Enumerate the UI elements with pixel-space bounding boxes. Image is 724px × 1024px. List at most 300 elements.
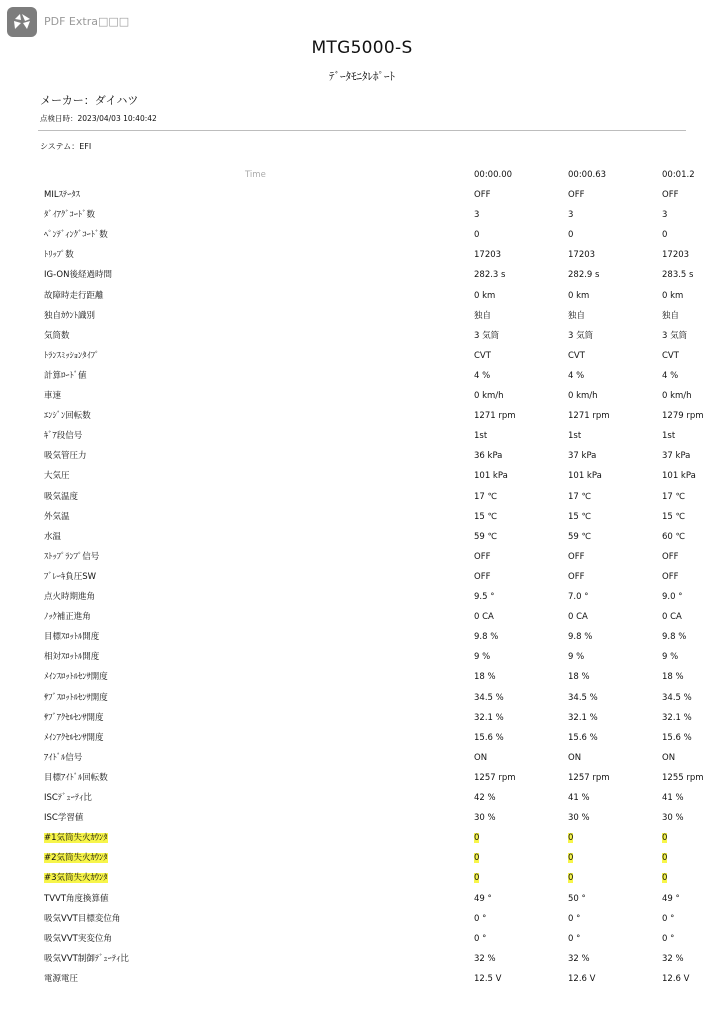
value-text: 0 CA xyxy=(568,612,588,623)
parameter-label: 車速 xyxy=(44,391,62,401)
parameter-label: ﾄﾘｯﾌﾟ数 xyxy=(44,250,74,261)
parameter-name xyxy=(44,427,424,445)
value-cell-3 xyxy=(662,970,724,986)
value-cell-2 xyxy=(568,849,658,867)
table-row xyxy=(0,387,724,405)
value-cell-1 xyxy=(474,648,564,666)
value-cell-1 xyxy=(474,749,564,767)
value-text: CVT xyxy=(474,350,491,361)
value-text: 101 kPa xyxy=(474,471,508,482)
value-cell-3 xyxy=(662,668,724,686)
table-row xyxy=(0,447,724,465)
value-cell-3 xyxy=(662,548,724,566)
table-row xyxy=(0,910,724,928)
value-text: 0 ° xyxy=(474,913,487,924)
value-cell-1 xyxy=(474,588,564,606)
value-cell-3 xyxy=(662,488,724,506)
value-text: 32 % xyxy=(662,953,684,964)
value-text: 1271 rpm xyxy=(474,411,516,422)
value-text: 18 % xyxy=(568,672,590,683)
value-cell-2 xyxy=(568,307,658,325)
table-row xyxy=(0,206,724,224)
value-text: 0 xyxy=(474,873,480,884)
value-cell-3 xyxy=(662,226,724,244)
table-row xyxy=(0,950,724,968)
table-row xyxy=(0,849,724,867)
value-text: CVT xyxy=(662,350,679,361)
parameter-name xyxy=(44,890,424,908)
value-text: 1279 rpm xyxy=(662,411,704,422)
parameter-name xyxy=(44,407,424,425)
parameter-label: ｻﾌﾞｱｸｾﾙｾﾝｻ開度 xyxy=(44,712,104,723)
value-cell-1 xyxy=(474,628,564,646)
parameter-label: ｽﾄｯﾌﾟﾗﾝﾌﾟ信号 xyxy=(44,551,100,562)
value-text: 0 ° xyxy=(568,913,581,924)
parameter-name xyxy=(44,749,424,767)
value-cell-2 xyxy=(568,287,658,305)
parameter-name xyxy=(44,367,424,385)
parameter-label: 吸気VVT実変位角 xyxy=(44,933,112,944)
parameter-name xyxy=(44,548,424,566)
value-cell-2 xyxy=(568,246,658,264)
value-cell-1 xyxy=(474,447,564,465)
value-text: 0 xyxy=(662,853,668,864)
value-text: 32 % xyxy=(568,953,590,964)
value-text: 17203 xyxy=(662,250,690,261)
parameter-name xyxy=(44,568,424,586)
table-row xyxy=(0,709,724,727)
table-row xyxy=(0,648,724,666)
value-cell-3 xyxy=(662,588,724,606)
value-cell-2 xyxy=(568,528,658,546)
value-text: OFF xyxy=(474,571,491,582)
parameter-label: 点火時期進角 xyxy=(44,592,96,602)
parameter-name xyxy=(44,729,424,747)
value-cell-3 xyxy=(662,648,724,666)
parameter-label: IG-ON後経過時間 xyxy=(44,270,112,281)
parameter-label: 気筒数 xyxy=(44,330,70,341)
table-row xyxy=(0,186,724,204)
value-text: OFF xyxy=(662,190,679,200)
value-text: 41 % xyxy=(568,793,590,803)
value-cell-3 xyxy=(662,869,724,887)
parameter-label: ﾀﾞｲｱｸﾞｺｰﾄﾞ数 xyxy=(44,210,96,221)
value-cell-1 xyxy=(474,266,564,284)
value-cell-3 xyxy=(662,307,724,325)
value-cell-1 xyxy=(474,186,564,204)
value-text: 12.5 V xyxy=(474,973,502,984)
value-cell-3 xyxy=(662,367,724,385)
parameter-name xyxy=(44,266,424,284)
value-cell-2 xyxy=(568,327,658,345)
value-cell-2 xyxy=(568,890,658,908)
table-row xyxy=(0,769,724,787)
value-cell-3 xyxy=(662,467,724,485)
value-text: 1271 rpm xyxy=(568,411,610,422)
table-row xyxy=(0,226,724,244)
parameter-label: 吸気温度 xyxy=(44,491,79,502)
value-text: 0 km xyxy=(662,290,684,301)
parameter-name xyxy=(44,588,424,606)
value-cell-3 xyxy=(662,407,724,425)
value-text: 101 kPa xyxy=(568,471,602,482)
table-row xyxy=(0,287,724,305)
value-text: 1st xyxy=(662,431,676,442)
value-cell-2 xyxy=(568,648,658,666)
table-row xyxy=(0,628,724,646)
value-cell-2 xyxy=(568,749,658,767)
value-text: 0 xyxy=(474,230,480,241)
value-cell-3 xyxy=(662,287,724,305)
value-cell-2 xyxy=(568,628,658,646)
value-cell-2 xyxy=(568,910,658,928)
time-column-1: 00:00.00 xyxy=(474,170,513,180)
table-row xyxy=(0,829,724,847)
value-cell-2 xyxy=(568,869,658,887)
value-text: ON xyxy=(474,752,488,763)
value-text: 34.5 % xyxy=(568,692,598,703)
value-text: 0 xyxy=(568,853,574,864)
parameter-label: 目標ｱｲﾄﾞﾙ回転数 xyxy=(44,772,108,783)
value-cell-2 xyxy=(568,568,658,586)
value-text: 0 xyxy=(568,833,574,844)
value-text: 282.3 s xyxy=(474,270,506,281)
value-text: 34.5 % xyxy=(474,692,504,703)
value-cell-1 xyxy=(474,246,564,264)
value-cell-2 xyxy=(568,407,658,425)
value-text: 30 % xyxy=(568,813,590,824)
value-text: 17 ℃ xyxy=(662,491,686,502)
value-cell-2 xyxy=(568,488,658,506)
value-cell-3 xyxy=(662,508,724,526)
value-cell-3 xyxy=(662,910,724,928)
value-cell-1 xyxy=(474,729,564,747)
value-text: 37 kPa xyxy=(568,451,597,462)
parameter-label: #2気筒失火ｶｳﾝﾀ xyxy=(44,853,108,864)
value-text: 12.6 V xyxy=(568,973,596,984)
table-row xyxy=(0,930,724,948)
parameter-label: 大気圧 xyxy=(44,471,70,482)
value-text: 15.6 % xyxy=(662,732,692,743)
value-cell-2 xyxy=(568,608,658,626)
value-cell-3 xyxy=(662,689,724,707)
parameter-name xyxy=(44,186,424,204)
value-text: 3 気筒 xyxy=(662,330,688,341)
table-row xyxy=(0,307,724,325)
value-text: 0 CA xyxy=(474,612,494,623)
table-row xyxy=(0,608,724,626)
table-row xyxy=(0,970,724,986)
value-text: 15.6 % xyxy=(474,732,504,743)
value-text: 15 ℃ xyxy=(662,511,686,522)
parameter-name xyxy=(44,829,424,847)
value-cell-1 xyxy=(474,910,564,928)
table-row xyxy=(0,809,724,827)
parameter-label: 吸気VVT目標変位角 xyxy=(44,913,121,924)
value-text: 17 ℃ xyxy=(474,491,498,502)
inspection-datetime: 点検日時：2023/04/03 10:40:42 xyxy=(40,114,157,123)
value-text: 9 % xyxy=(568,652,585,663)
table-row xyxy=(0,749,724,767)
value-text: 0 xyxy=(568,230,574,241)
value-cell-3 xyxy=(662,528,724,546)
value-cell-1 xyxy=(474,548,564,566)
table-row xyxy=(0,890,724,908)
value-text: 0 xyxy=(662,873,668,884)
value-cell-1 xyxy=(474,307,564,325)
value-cell-1 xyxy=(474,407,564,425)
time-column-3: 00:01.2 xyxy=(662,170,695,180)
value-cell-3 xyxy=(662,327,724,345)
divider xyxy=(38,130,686,131)
value-cell-1 xyxy=(474,709,564,727)
value-text: OFF xyxy=(662,571,679,582)
value-cell-2 xyxy=(568,930,658,948)
value-text: 50 ° xyxy=(568,893,586,904)
table-row xyxy=(0,588,724,606)
value-cell-1 xyxy=(474,347,564,365)
parameter-name xyxy=(44,709,424,727)
value-cell-3 xyxy=(662,608,724,626)
table-row xyxy=(0,729,724,747)
value-text: 32.1 % xyxy=(474,712,504,723)
value-text: 12.6 V xyxy=(662,973,690,984)
table-row xyxy=(0,327,724,345)
table-row xyxy=(0,367,724,385)
table-row xyxy=(0,789,724,807)
time-column-2: 00:00.63 xyxy=(568,170,607,180)
value-text: 独自 xyxy=(474,310,492,321)
parameter-label: #1気筒失火ｶｳﾝﾀ xyxy=(44,833,108,844)
system-label: システム：EFI xyxy=(40,142,92,151)
value-text: 9 % xyxy=(662,652,679,663)
parameter-name xyxy=(44,950,424,968)
value-text: 15.6 % xyxy=(568,732,598,743)
value-text: 101 kPa xyxy=(662,471,696,482)
value-cell-1 xyxy=(474,789,564,807)
value-cell-1 xyxy=(474,930,564,948)
value-text: 42 % xyxy=(474,793,496,803)
value-text: 7.0 ° xyxy=(568,592,589,602)
value-text: 9.8 % xyxy=(474,632,499,643)
value-cell-1 xyxy=(474,689,564,707)
value-text: 32.1 % xyxy=(568,712,598,723)
parameter-name xyxy=(44,930,424,948)
value-cell-1 xyxy=(474,809,564,827)
parameter-label: ｻﾌﾞｽﾛｯﾄﾙｾﾝｻ開度 xyxy=(44,692,108,703)
value-cell-3 xyxy=(662,950,724,968)
value-text: 18 % xyxy=(662,672,684,683)
value-text: 独自 xyxy=(662,310,680,321)
document-title: MTG5000-S xyxy=(311,38,413,58)
value-text: 1st xyxy=(474,431,488,442)
value-text: CVT xyxy=(568,350,585,361)
value-text: 3 気筒 xyxy=(568,330,594,341)
value-text: OFF xyxy=(568,551,585,562)
value-text: 283.5 s xyxy=(662,270,694,281)
value-cell-1 xyxy=(474,488,564,506)
parameter-name xyxy=(44,668,424,686)
parameter-label: ﾉｯｸ補正進角 xyxy=(44,612,91,623)
document-subtitle: ﾃﾞｰﾀﾓﾆﾀﾚﾎﾟｰﾄ xyxy=(329,70,395,83)
value-text: 0 xyxy=(474,853,480,864)
value-text: 0 km xyxy=(568,290,590,301)
value-cell-2 xyxy=(568,387,658,405)
value-cell-2 xyxy=(568,950,658,968)
value-cell-2 xyxy=(568,709,658,727)
parameter-name xyxy=(44,467,424,485)
table-row xyxy=(0,568,724,586)
value-text: 3 気筒 xyxy=(474,330,500,341)
table-row xyxy=(0,407,724,425)
value-cell-3 xyxy=(662,347,724,365)
parameter-name xyxy=(44,347,424,365)
value-cell-1 xyxy=(474,970,564,986)
table-row xyxy=(0,528,724,546)
value-text: 32.1 % xyxy=(662,712,692,723)
value-cell-2 xyxy=(568,447,658,465)
table-row xyxy=(0,246,724,264)
table-row xyxy=(0,427,724,445)
value-cell-3 xyxy=(662,890,724,908)
value-text: 18 % xyxy=(474,672,496,683)
parameter-label: MILｽﾃｰﾀｽ xyxy=(44,190,80,200)
value-cell-1 xyxy=(474,387,564,405)
value-cell-3 xyxy=(662,568,724,586)
value-cell-3 xyxy=(662,266,724,284)
value-cell-2 xyxy=(568,829,658,847)
value-cell-2 xyxy=(568,347,658,365)
table-row xyxy=(0,689,724,707)
value-text: 59 ℃ xyxy=(474,531,498,542)
parameter-name xyxy=(44,849,424,867)
parameter-name xyxy=(44,528,424,546)
parameter-name xyxy=(44,488,424,506)
value-cell-3 xyxy=(662,447,724,465)
value-cell-1 xyxy=(474,206,564,224)
value-text: 17 ℃ xyxy=(568,491,592,502)
value-cell-2 xyxy=(568,266,658,284)
value-text: 41 % xyxy=(662,793,684,803)
maker-label: メーカー：ダイハツ xyxy=(40,94,139,107)
value-cell-1 xyxy=(474,568,564,586)
value-text: 0 ° xyxy=(474,933,487,944)
parameter-label: 吸気管圧力 xyxy=(44,451,87,462)
value-cell-1 xyxy=(474,849,564,867)
value-text: 0 km/h xyxy=(474,391,504,401)
value-cell-2 xyxy=(568,809,658,827)
value-text: 9.8 % xyxy=(662,632,687,643)
value-cell-3 xyxy=(662,387,724,405)
parameter-label: 独自ｶｳﾝﾄ識別 xyxy=(44,310,96,321)
parameter-name xyxy=(44,206,424,224)
value-cell-3 xyxy=(662,206,724,224)
parameter-label: #3気筒失火ｶｳﾝﾀ xyxy=(44,873,108,884)
value-cell-1 xyxy=(474,427,564,445)
value-text: ON xyxy=(662,752,676,763)
value-text: 0 ° xyxy=(662,933,675,944)
table-row xyxy=(0,548,724,566)
parameter-label: 目標ｽﾛｯﾄﾙ開度 xyxy=(44,632,100,643)
value-text: 49 ° xyxy=(662,893,680,904)
value-cell-2 xyxy=(568,206,658,224)
value-text: OFF xyxy=(568,571,585,582)
value-text: 0 xyxy=(662,833,668,844)
value-cell-1 xyxy=(474,508,564,526)
value-cell-2 xyxy=(568,970,658,986)
parameter-name xyxy=(44,689,424,707)
value-cell-1 xyxy=(474,890,564,908)
value-text: 4 % xyxy=(662,370,679,381)
parameter-name xyxy=(44,508,424,526)
parameter-name xyxy=(44,628,424,646)
value-text: 9.5 ° xyxy=(474,592,495,602)
value-text: 37 kPa xyxy=(662,451,691,462)
value-cell-1 xyxy=(474,769,564,787)
value-cell-3 xyxy=(662,789,724,807)
value-text: 30 % xyxy=(474,813,496,824)
value-cell-1 xyxy=(474,327,564,345)
parameter-label: ｷﾞｱ段信号 xyxy=(44,431,83,442)
parameter-label: 計算ﾛｰﾄﾞ値 xyxy=(44,370,87,381)
parameter-label: ｴﾝｼﾞﾝ回転数 xyxy=(44,411,91,422)
parameter-name xyxy=(44,387,424,405)
table-row xyxy=(0,869,724,887)
parameter-label: ﾌﾞﾚｰｷ負圧SW xyxy=(44,571,97,582)
value-text: 49 ° xyxy=(474,893,492,904)
value-cell-3 xyxy=(662,769,724,787)
parameter-label: ｱｲﾄﾞﾙ信号 xyxy=(44,752,83,763)
value-cell-2 xyxy=(568,548,658,566)
parameter-label: 電源電圧 xyxy=(44,973,79,984)
table-row xyxy=(0,467,724,485)
parameter-label: TVVT角度換算値 xyxy=(44,893,109,904)
value-cell-1 xyxy=(474,668,564,686)
value-text: 3 xyxy=(662,210,668,221)
value-text: 15 ℃ xyxy=(474,511,498,522)
value-cell-3 xyxy=(662,186,724,204)
value-text: OFF xyxy=(474,190,491,200)
pdf-extra-logo-icon[interactable] xyxy=(7,7,37,37)
table-row xyxy=(0,668,724,686)
parameter-label: ﾒｲﾝｱｸｾﾙｾﾝｻ開度 xyxy=(44,732,104,743)
parameter-label: 相対ｽﾛｯﾄﾙ開度 xyxy=(44,652,100,663)
value-cell-3 xyxy=(662,749,724,767)
value-text: 32 % xyxy=(474,953,496,964)
value-cell-1 xyxy=(474,950,564,968)
value-cell-2 xyxy=(568,689,658,707)
parameter-name xyxy=(44,789,424,807)
value-text: 0 CA xyxy=(662,612,682,623)
table-row xyxy=(0,508,724,526)
parameter-name xyxy=(44,608,424,626)
parameter-label: ﾄﾗﾝｽﾐｯｼｮﾝﾀｲﾌﾟ xyxy=(44,350,100,361)
value-cell-3 xyxy=(662,809,724,827)
value-cell-3 xyxy=(662,930,724,948)
value-text: 独自 xyxy=(568,310,586,321)
value-text: 0 km xyxy=(474,290,496,301)
table-row xyxy=(0,347,724,365)
value-text: 1257 rpm xyxy=(474,772,516,783)
value-cell-2 xyxy=(568,588,658,606)
value-text: 4 % xyxy=(474,370,491,381)
value-text: 0 km/h xyxy=(662,391,692,401)
value-text: 30 % xyxy=(662,813,684,824)
value-cell-3 xyxy=(662,829,724,847)
parameter-name xyxy=(44,869,424,887)
value-cell-2 xyxy=(568,508,658,526)
parameter-name xyxy=(44,226,424,244)
